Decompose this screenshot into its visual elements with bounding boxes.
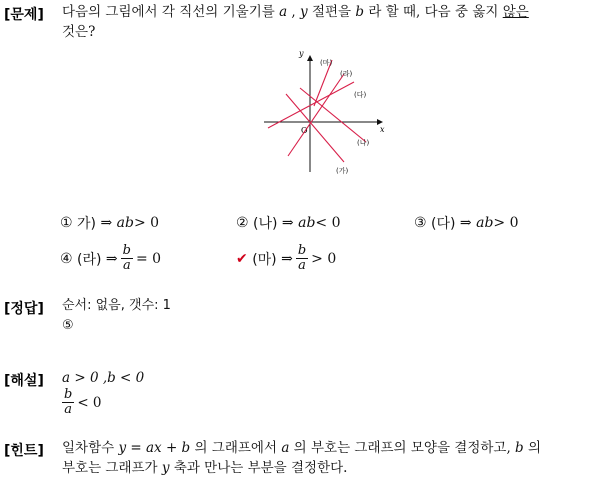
hint-text-part: 축과 만나는 부분을 결정한다.	[169, 460, 348, 476]
implies-arrow: ⇒	[281, 250, 293, 267]
choice-number: ①	[60, 215, 73, 231]
check-mark-icon: ✔	[236, 250, 248, 267]
fraction-denominator: a	[122, 258, 131, 273]
implies-arrow: ⇒	[281, 215, 294, 231]
fraction	[296, 244, 308, 273]
answer-line-1: 순서: 없음, 갯수: 1	[62, 298, 171, 313]
implies-arrow: ⇒	[100, 215, 113, 231]
choice-5[interactable]	[236, 244, 336, 273]
choice-op: < 0	[315, 215, 341, 231]
fraction-denominator: a	[298, 258, 306, 273]
choice-expr: ab	[116, 215, 134, 231]
underlined-word: 않은	[502, 4, 529, 20]
line-label-ra: (라)	[340, 70, 353, 78]
explanation-line-2	[62, 388, 144, 417]
choice-number: ③	[414, 215, 427, 231]
choice-2[interactable]	[236, 213, 341, 233]
problem-text	[62, 2, 529, 42]
fraction-numerator: b	[64, 387, 73, 402]
line-label-da: (다)	[354, 91, 367, 99]
hint-label: [힌트]	[4, 443, 44, 459]
origin-label: O	[301, 126, 308, 135]
coordinate-figure	[258, 44, 393, 180]
hint-line-1	[62, 438, 592, 458]
x-axis-label: x	[380, 125, 385, 134]
choice-op: > 0	[311, 250, 337, 267]
y-axis-label: y	[299, 49, 304, 58]
choice-number: ④	[60, 250, 73, 267]
answer-line-2: ⑤	[62, 318, 74, 333]
var-y: y	[161, 460, 170, 476]
problem-text-part: 절편을	[307, 4, 356, 20]
fraction-numerator: b	[122, 243, 131, 258]
line-ra	[288, 74, 344, 156]
answer-label: [정답]	[4, 301, 44, 317]
choice-expr: ab	[298, 215, 316, 231]
hint-text	[62, 438, 592, 478]
choice-4[interactable]	[60, 244, 161, 273]
choice-expr: ab	[476, 215, 494, 231]
choice-op: > 0	[133, 215, 160, 231]
problem-text-part: 다음의 그림에서 각 직선의 기울기를	[62, 4, 280, 20]
hint-equation: y = ax + b	[118, 440, 191, 456]
choice-op: = 0	[135, 250, 162, 267]
problem-line-1	[62, 2, 529, 22]
choice-1[interactable]	[60, 213, 159, 233]
hint-text-part: 부호는 그래프가	[62, 460, 162, 476]
choice-number: ②	[236, 215, 249, 231]
var-a: a	[281, 440, 290, 456]
choice-3[interactable]	[414, 213, 519, 233]
hint-text-part: 의 부호는 그래프의 모양을 결정하고,	[289, 440, 516, 456]
implies-arrow: ⇒	[459, 215, 472, 231]
line-label-ma: (마)	[320, 59, 333, 67]
hint-text-part: 의	[523, 440, 542, 456]
var-y: y	[300, 4, 308, 20]
var-a: a	[279, 4, 288, 20]
explanation-text	[62, 368, 144, 417]
hint-line-2	[62, 458, 592, 478]
hint-text-part: 의 그래프에서	[190, 440, 282, 456]
problem-text-part: 라 할 때, 다음 중 옳지	[364, 4, 503, 20]
var-b: b	[515, 440, 524, 456]
hint-text-part: 일차함수	[62, 440, 119, 456]
line-label-na: (나)	[357, 139, 370, 147]
problem-line-2: 것은?	[62, 24, 96, 40]
choice-op: > 0	[493, 215, 519, 231]
problem-label: [문제]	[4, 7, 44, 23]
implies-arrow: ⇒	[105, 250, 118, 267]
fraction-denominator: a	[64, 402, 73, 417]
choice-line-label: (라)	[77, 251, 102, 268]
choice-line-label: (다)	[431, 216, 456, 232]
choice-line-label: (마)	[252, 251, 277, 268]
var-b: b	[355, 4, 365, 20]
line-label-ga: (가)	[336, 167, 349, 175]
choice-line-label: (나)	[253, 216, 278, 232]
fraction-numerator: b	[297, 243, 307, 258]
separator: ,	[287, 4, 301, 20]
answer-text	[62, 296, 171, 336]
fraction	[62, 388, 74, 417]
explanation-line-1: a > 0 ,b < 0	[62, 370, 145, 386]
inequality-tail: < 0	[77, 394, 102, 411]
choice-line-label: 가)	[77, 216, 97, 232]
fraction	[121, 244, 133, 273]
explanation-label: [해설]	[4, 373, 44, 389]
